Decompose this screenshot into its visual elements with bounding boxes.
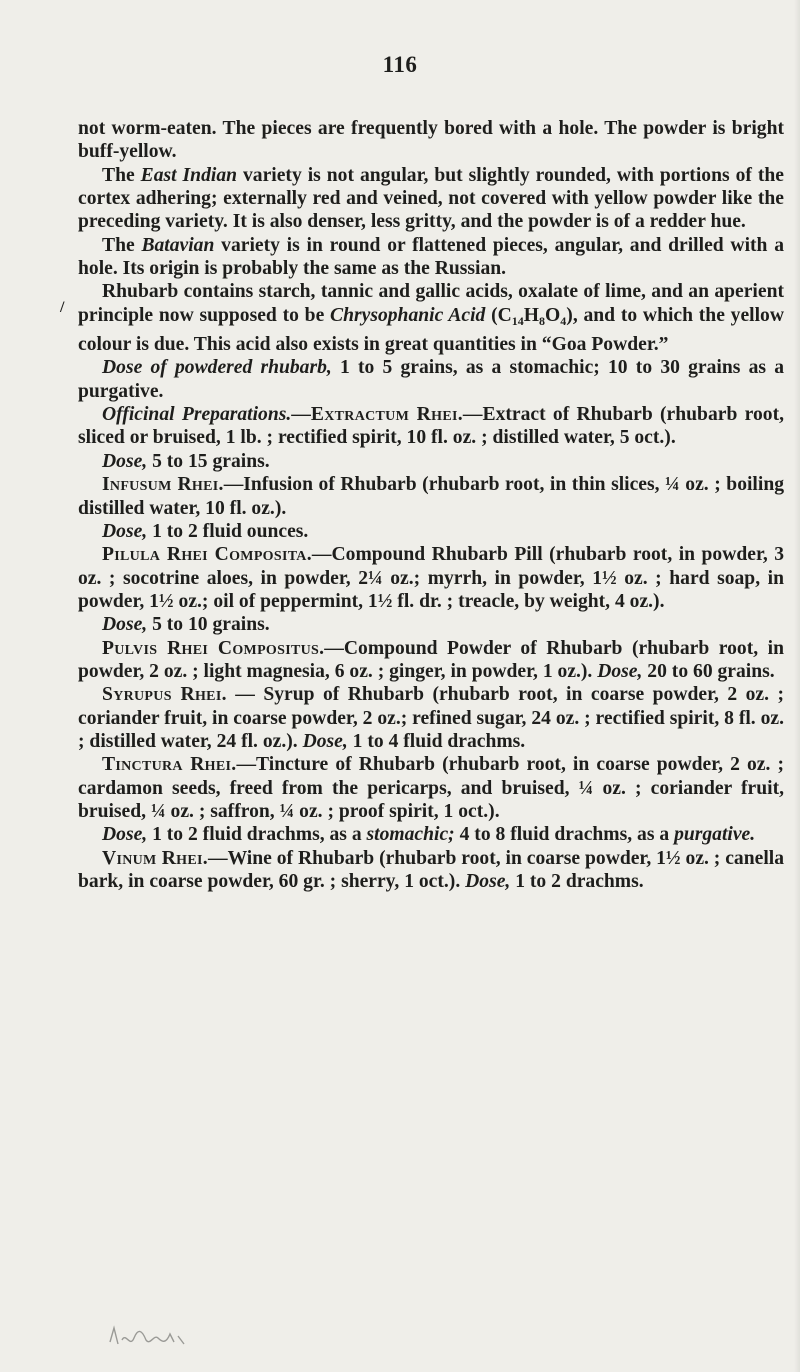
paragraph-east-indian: The East Indian variety is not angular, but slightly rounded, with portions of the cortex adhering; externally red and veined, not covered with yellow powder like the preceding variety. It is also denser, less gritty, and the powder is of a redder hue. <box>78 164 784 233</box>
paragraph-tinctura-rhei: Tinctura Rhei.—Tincture of Rhubarb (rhubarb root, in coarse powder, 2 oz. ; cardamon seeds, freed from the pericarps, and bruised, ¼ oz. ; coriander fruit, bruised, ¼ oz. ; saffron, ¼ oz. ; proof spirit, 1 oct.). <box>78 754 785 822</box>
paragraph-dose-infusion: Dose, 1 to 2 fluid ounces. <box>102 520 309 542</box>
term-east-indian: East Indian <box>140 164 238 186</box>
paragraph-pilula-rhei: Pilula Rhei Composita.—Compound Rhubarb Pill (rhubarb root, in powder, 3 oz. ; socotrine aloes, in powder, 2¼ oz.; myrrh, in powder, 1½ oz. ; hard soap, in powder, 1½ oz.; oil of peppermint, 1½ fl. dr. ; treacle, by weight, 4 oz.). <box>78 544 784 612</box>
page-edge-shadow <box>794 0 800 1372</box>
paragraph-syrupus-rhei: Syrupus Rhei. — Syrup of Rhubarb (rhubarb root, in coarse powder, 2 oz. ; coriander fruit, in coarse powder, 2 oz.; refined sugar, 24 oz. ; rectified spirit, 8 fl. oz. ; distilled water, 24 fl. oz.). Dose, 1 to 4 fluid drachms. <box>78 684 785 752</box>
paragraph-batavian: The Batavian variety is in round or flattened pieces, angular, and drilled with a hole. Its origin is probably the same as the Russian. <box>78 234 785 280</box>
title-infusum-rhei: Infusum Rhei. <box>102 474 224 496</box>
paragraph-worm-eaten: not worm-eaten. The pieces are frequently bored with a hole. The powder is bright buff-yellow. <box>78 118 784 163</box>
title-syrupus-rhei: Syrupus Rhei. <box>102 684 227 706</box>
paragraph-dose-tincture: Dose, 1 to 2 fluid drachms, as a stomachic; 4 to 8 fluid drachms, as a purgative. <box>102 824 756 846</box>
margin-pencil-tick: / <box>60 299 65 316</box>
title-extractum-rhei: Extractum Rhei. <box>310 404 463 426</box>
body-text <box>78 117 784 893</box>
term-batavian: Batavian <box>141 234 215 256</box>
title-tinctura-rhei: Tinctura Rhei. <box>102 754 237 776</box>
paragraph-constituents: Rhubarb contains starch, tannic and gallic acids, oxalate of lime, and an aperient principle now supposed to be Chrysophanic Acid $(C_{14}H_8O_4)$, and to which the yellow colour is due. This acid also exists in great quantities in “Goa Powder.” <box>78 281 784 356</box>
paragraph-pulvis-rhei: Pulvis Rhei Compositus.—Compound Powder of Rhubarb (rhubarb root, in powder, 2 oz. ; light magnesia, 6 oz. ; ginger, in powder, 1 oz.). Dose, 20 to 60 grains. <box>78 637 784 682</box>
term-chrysophanic-acid: Chrysophanic Acid <box>330 304 486 326</box>
title-vinum-rhei: Vinum Rhei. <box>102 847 208 869</box>
paragraph-dose-powdered: Dose of powdered rhubarb, 1 to 5 grains, as a stomachic; 10 to 30 grains as a purgative. <box>78 357 784 402</box>
paragraph-dose-pill: Dose, 5 to 10 grains. <box>102 614 270 636</box>
page-number: 116 <box>382 52 418 77</box>
paragraph-infusum-rhei: Infusum Rhei.—Infusion of Rhubarb (rhubarb root, in thin slices, ¼ oz. ; boiling distilled water, 10 fl. oz.). <box>78 474 785 519</box>
paragraph-dose-extract: Dose, 5 to 15 grains. <box>102 450 270 472</box>
heading-officinal-preparations: Officinal Preparations. <box>102 404 292 426</box>
chemical-formula: ($C_{14}H_8O_4$ <box>485 304 567 328</box>
title-pilula-rhei-composita: Pilula Rhei Composita. <box>102 544 312 566</box>
title-pulvis-rhei-compositus: Pulvis Rhei Compositus. <box>102 637 325 659</box>
paragraph-extractum-rhei: Officinal Preparations.—Extractum Rhei.—Extract of Rhubarb (rhubarb root, sliced or bruised, 1 lb. ; rectified spirit, 10 fl. oz. ; distilled water, 5 oct.). <box>78 404 784 449</box>
paragraph-vinum-rhei: Vinum Rhei.—Wine of Rhubarb (rhubarb root, in coarse powder, 1½ oz. ; canella bark, in coarse powder, 60 gr. ; sherry, 1 oct.). Dose, 1 to 2 drachms. <box>78 847 785 892</box>
pencil-scribble <box>108 1322 198 1350</box>
